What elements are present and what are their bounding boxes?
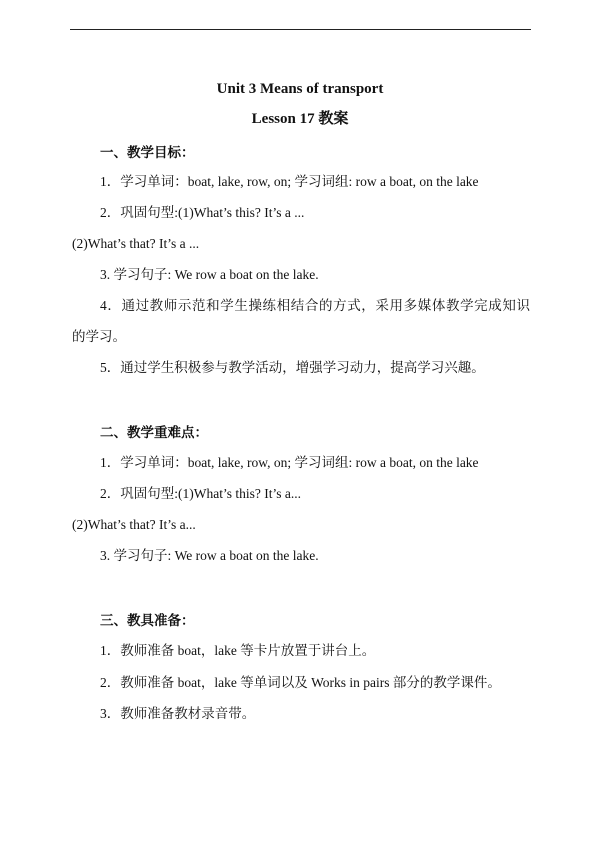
objectives-item-3: 3. 学习句子: We row a boat on the lake. xyxy=(100,267,319,282)
key-points-item-3: 3. 学习句子: We row a boat on the lake. xyxy=(100,548,319,563)
key-points-item-2-continued: (2)What’s that? It’s a... xyxy=(72,517,196,532)
objectives-item-4-line-2: 的学习。 xyxy=(72,329,126,344)
objectives-item-4-line-1: 4．通过教师示范和学生操练相结合的方式，采用多媒体教学完成知识 xyxy=(100,298,530,313)
section-heading-materials: 三、教具准备： xyxy=(100,613,195,628)
document-title: Unit 3 Means of transport xyxy=(216,81,384,97)
materials-item-3: 3．教师准备教材录音带。 xyxy=(100,706,256,721)
document-subtitle: Lesson 17 教案 xyxy=(251,111,349,127)
header-rule xyxy=(70,29,531,30)
objectives-item-2-continued: (2)What’s that? It’s a ... xyxy=(72,236,200,251)
objectives-item-2: 2．巩固句型:(1)What’s this? It’s a ... xyxy=(100,205,305,220)
section-heading-key-points: 二、教学重难点： xyxy=(100,425,208,440)
section-heading-objectives: 一、教学目标： xyxy=(100,145,195,160)
objectives-item-5: 5．通过学生积极参与教学活动，增强学习动力，提高学习兴趣。 xyxy=(100,360,485,375)
objectives-item-1: 1．学习单词：boat, lake, row, on; 学习词组: row a boat, on the lake xyxy=(100,174,479,189)
materials-item-1: 1．教师准备 boat，lake 等卡片放置于讲台上。 xyxy=(100,643,376,658)
key-points-item-2: 2．巩固句型:(1)What’s this? It’s a... xyxy=(100,486,301,501)
key-points-item-1: 1．学习单词：boat, lake, row, on; 学习词组: row a boat, on the lake xyxy=(100,455,479,470)
materials-item-2: 2．教师准备 boat，lake 等单词以及 Works in pairs 部分的教学课件。 xyxy=(100,675,501,690)
